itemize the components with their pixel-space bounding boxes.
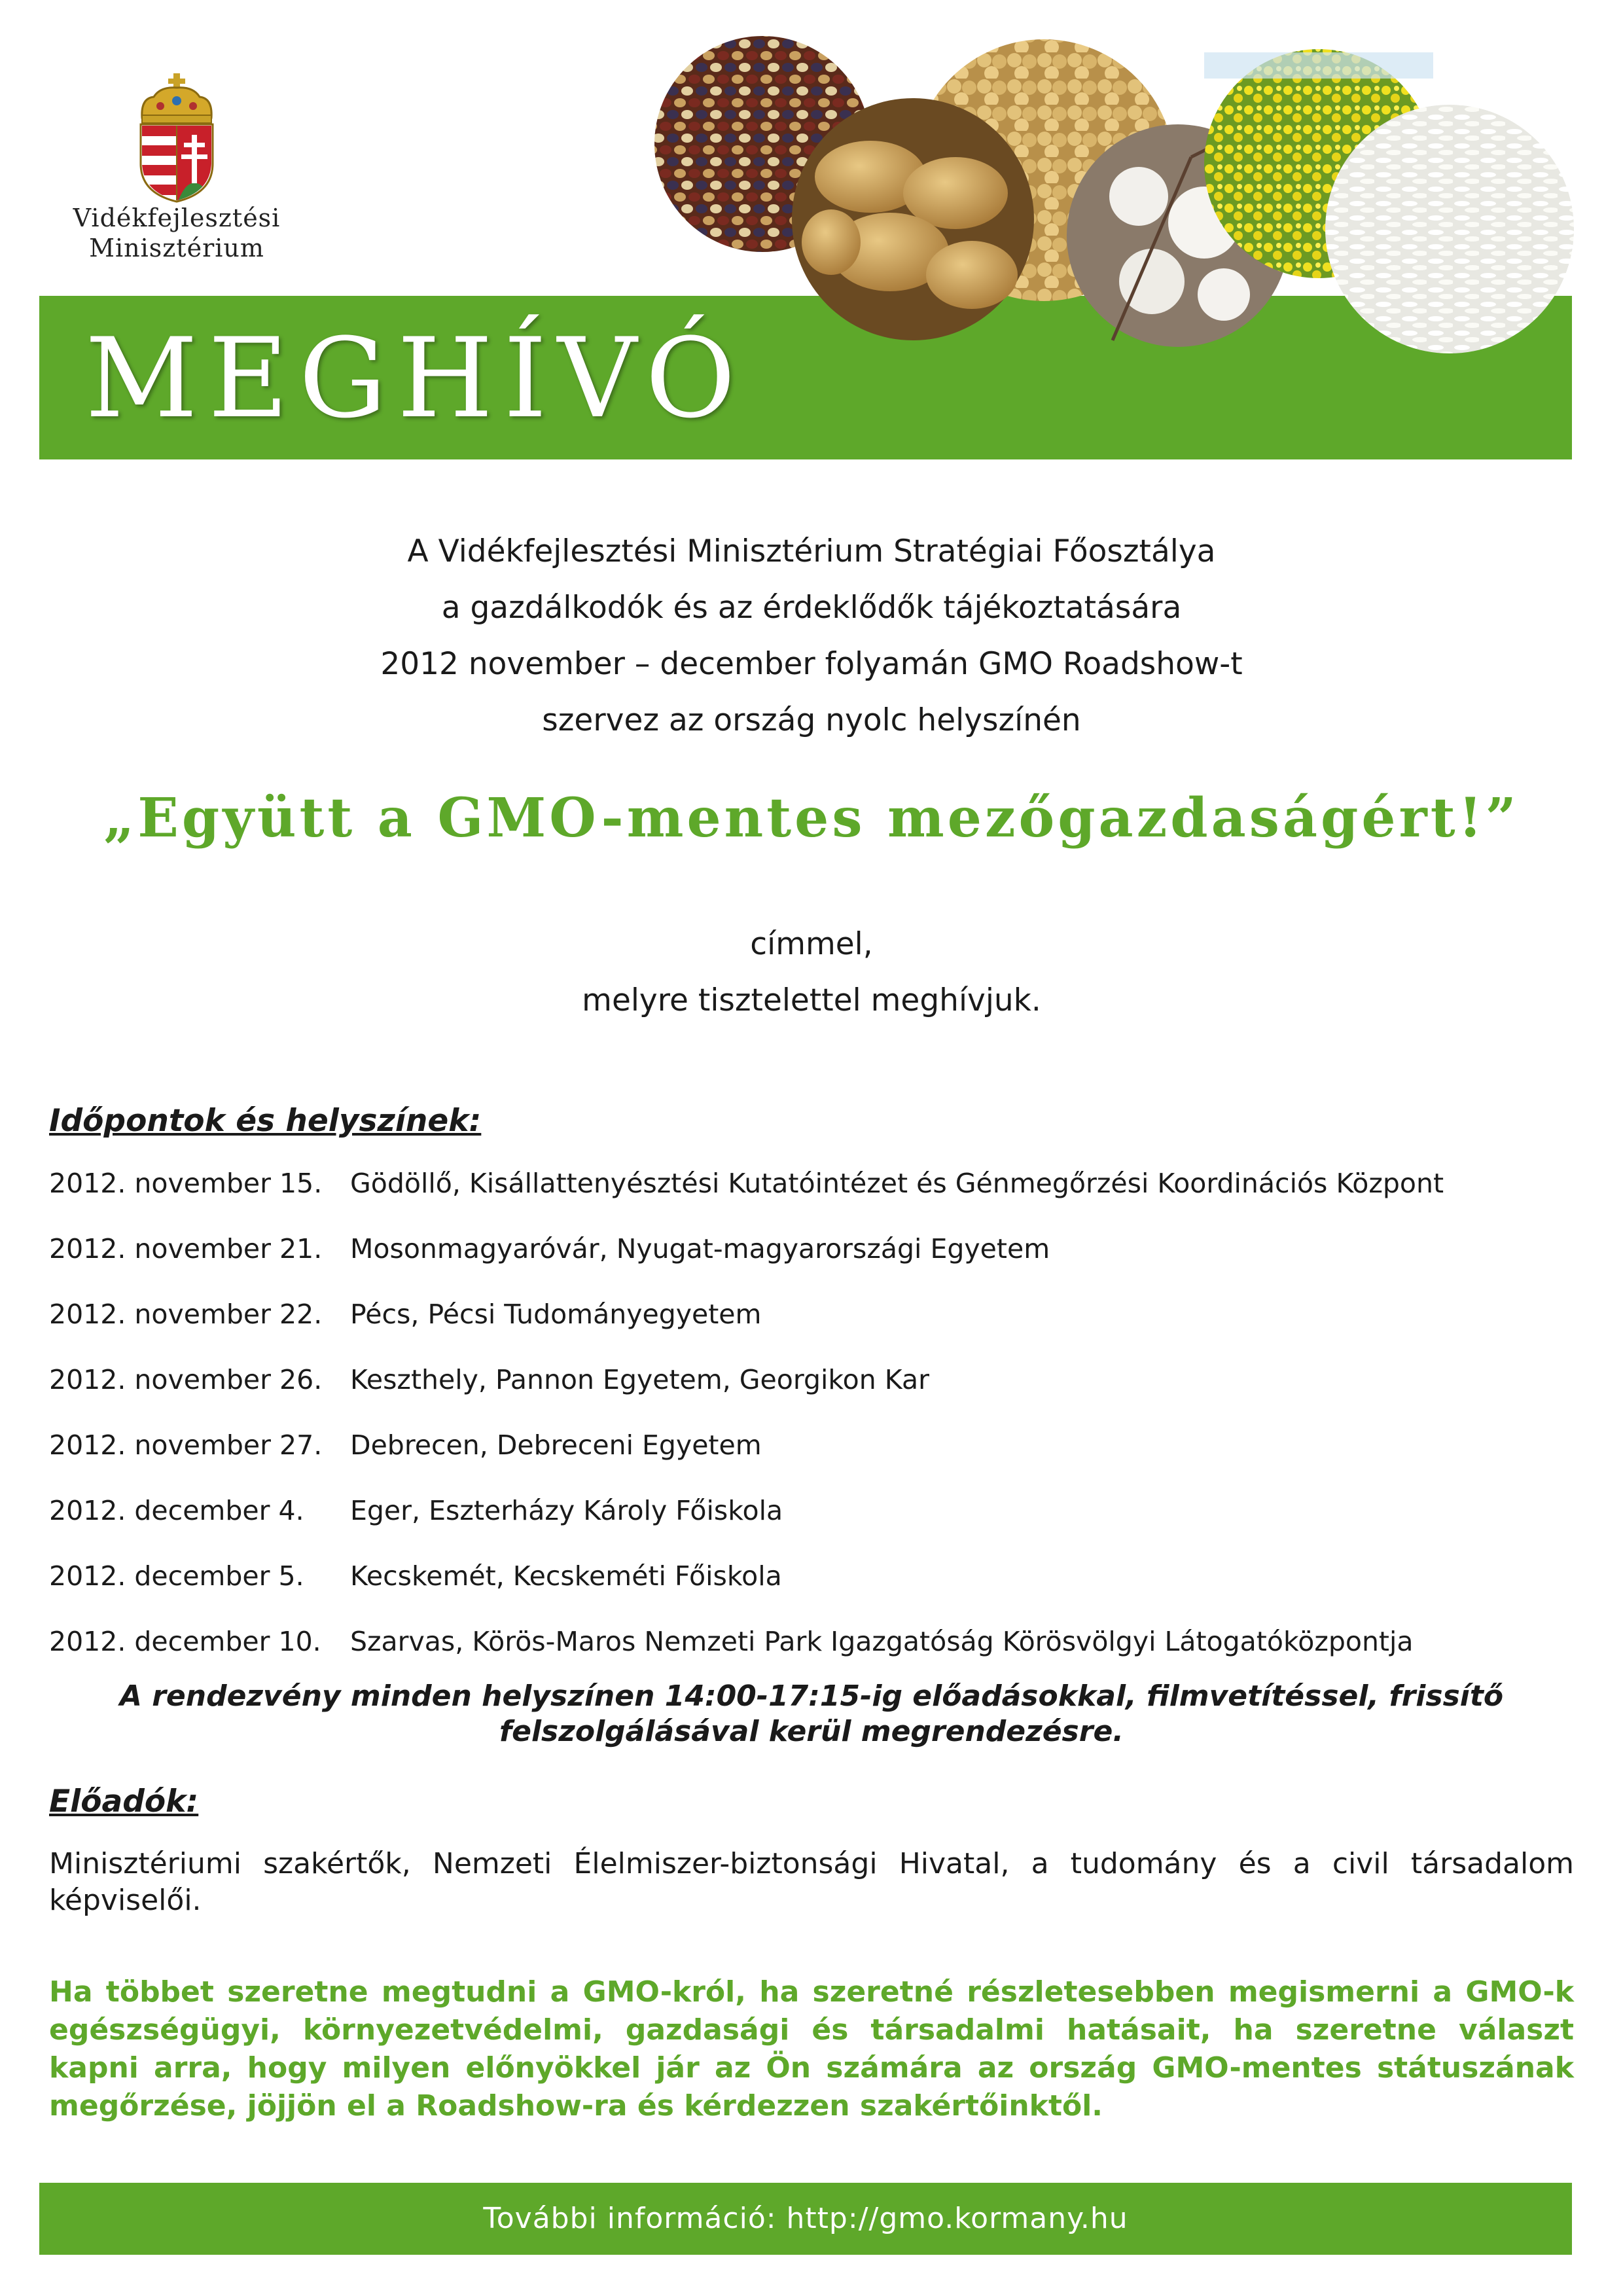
speakers-text: Minisztériumi szakértők, Nemzeti Élelmiszer-biztonsági Hivatal, a tudomány és a civil társadalom képviselői. [49,1847,1574,1917]
intro-line: A Vidékfejlesztési Minisztérium Stratégiai Főosztálya [407,533,1216,569]
schedule-row [49,1492,1594,1558]
intro-text [0,524,1623,749]
schedule-date: 2012. november 26. [49,1364,323,1395]
schedule-place: Keszthely, Pannon Egyetem, Georgikon Kar [350,1364,929,1395]
schedule-date: 2012. november 15. [49,1168,323,1199]
ministry-logo [65,72,288,263]
invitation-line: melyre tisztelettel meghívjuk. [582,982,1041,1018]
schedule-date: 2012. december 5. [49,1560,304,1592]
invitation-line: címmel, [750,926,873,962]
schedule-place: Pécs, Pécsi Tudományegyetem [350,1299,762,1330]
schedule-row [49,1558,1594,1623]
invitation-text [0,916,1623,1029]
schedule-heading: Időpontok és helyszínek: [49,1103,482,1139]
schedule-date: 2012. november 27. [49,1429,323,1461]
hungarian-coat-of-arms-icon [128,72,226,203]
rice-photo [1325,105,1574,353]
schedule-list [49,1165,1594,1689]
schedule-place: Eger, Eszterházy Károly Főiskola [350,1495,783,1526]
crop-photo-strip [615,26,1584,373]
intro-line: szervez az ország nyolc helyszínén [542,702,1081,738]
intro-line: a gazdálkodók és az érdeklődők tájékoztatására [441,590,1182,626]
intro-line: 2012 november – december folyamán GMO Roadshow-t [380,646,1243,682]
schedule-date: 2012. november 22. [49,1299,323,1330]
potatoes-photo [792,98,1034,340]
schedule-row [49,1361,1594,1427]
schedule-row [49,1427,1594,1492]
schedule-place: Kecskemét, Kecskeméti Főiskola [350,1560,782,1592]
event-slogan: „Együtt a GMO-mentes mezőgazdaságért!” [103,787,1520,850]
footer-bar [39,2183,1572,2255]
schedule-date: 2012. december 4. [49,1495,304,1526]
speakers-heading: Előadók: [49,1784,199,1820]
footer-info-link[interactable]: További információ: http://gmo.kormany.hu [483,2202,1128,2235]
event-time-note: A rendezvény minden helyszínen 14:00-17:15-ig előadásokkal, filmvetítéssel, frissítő felszolgálásával kerül megrendezésre. [119,1679,1504,1748]
ministry-name-line1: Vidékfejlesztési [73,204,281,232]
call-to-action: Ha többet szeretne megtudni a GMO-król, ha szeretné részletesebben megismerni a GMO-k egészségügyi, környezetvédelmi, gazdasági és társadalmi hatásait, ha szeretne választ kapni arra, hogy milyen előnyökkel jár az Ön számára az ország GMO-mentes státuszának megőrzése, jöjjön el a Roadshow-ra és kérdezzen szakértőinktől. [49,1975,1574,2123]
schedule-place: Szarvas, Körös-Maros Nemzeti Park Igazgatóság Körösvölgyi Látogatóközpontja [350,1626,1414,1657]
schedule-place: Gödöllő, Kisállattenyésztési Kutatóintézet és Génmegőrzési Koordinációs Központ [350,1168,1444,1199]
schedule-date: 2012. november 21. [49,1233,323,1265]
schedule-row [49,1165,1594,1230]
ministry-name-line2: Minisztérium [89,234,264,262]
schedule-place: Debrecen, Debreceni Egyetem [350,1429,762,1461]
schedule-date: 2012. december 10. [49,1626,321,1657]
schedule-place: Mosonmagyaróvár, Nyugat-magyarországi Egyetem [350,1233,1050,1265]
page-title: MEGHÍVÓ [85,314,746,442]
schedule-row [49,1296,1594,1361]
schedule-row [49,1230,1594,1296]
